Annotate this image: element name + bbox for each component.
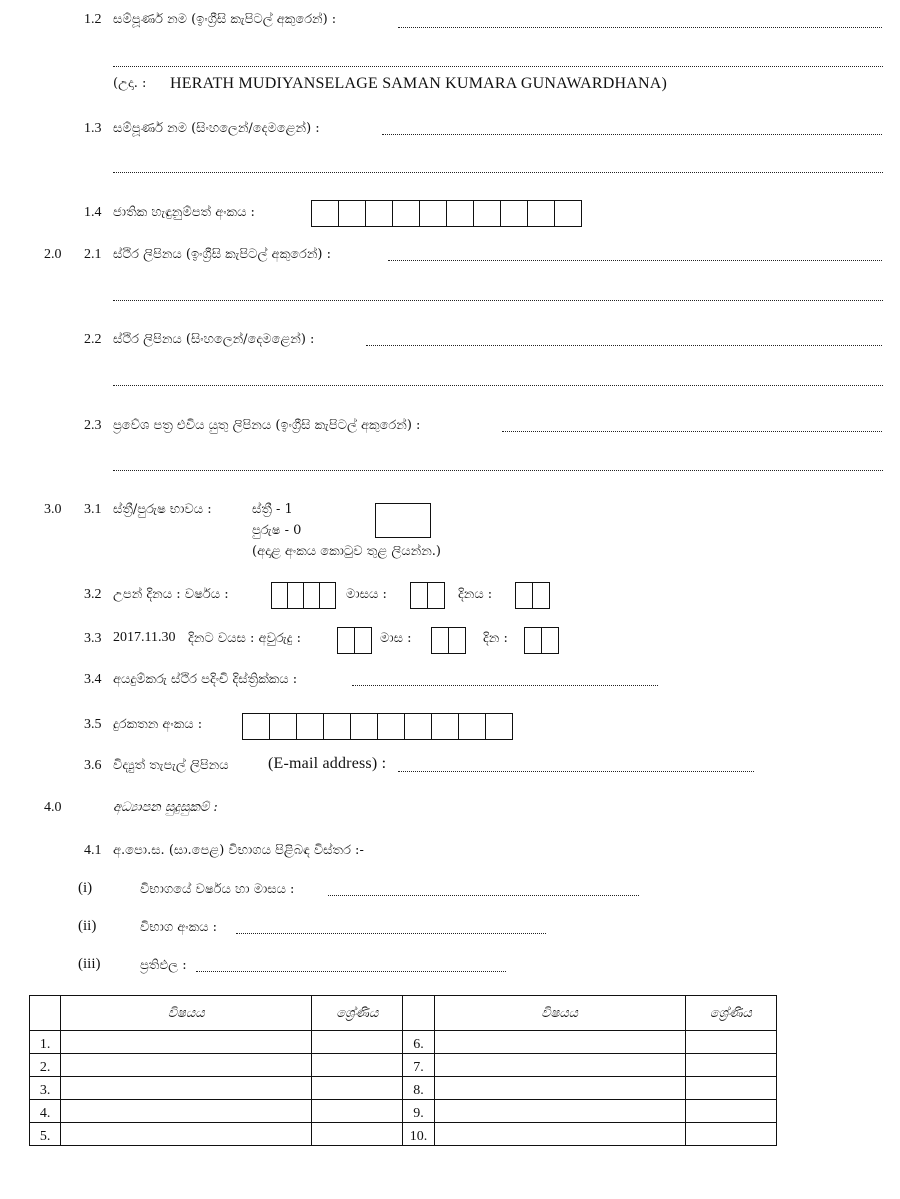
row-index: 9. — [403, 1100, 434, 1123]
grade-cell[interactable] — [685, 1031, 776, 1054]
row-index: 8. — [403, 1077, 434, 1100]
subject-cell[interactable] — [434, 1054, 685, 1077]
nic-box[interactable] — [528, 200, 555, 227]
grade-cell[interactable] — [312, 1031, 403, 1054]
age-months-boxes[interactable] — [431, 627, 466, 654]
grade-cell[interactable] — [685, 1077, 776, 1100]
exam-year-month-line[interactable] — [328, 895, 639, 896]
q3-1-label: ස්ත්‍රී/පුරුෂ භාවය : — [113, 502, 212, 517]
age-years-boxes[interactable] — [337, 627, 372, 654]
header-subject-right: විෂයය — [434, 996, 685, 1031]
birth-month-box[interactable] — [428, 582, 445, 609]
section-4-number: 4.0 — [44, 800, 62, 815]
nic-box[interactable] — [447, 200, 474, 227]
nic-box[interactable] — [501, 200, 528, 227]
birth-year-box[interactable] — [320, 582, 336, 609]
telephone-box[interactable] — [297, 713, 324, 740]
q3-3-label: දිනට වයස : අවුරුදු : — [188, 631, 302, 646]
nic-box[interactable] — [555, 200, 582, 227]
row-index: 10. — [403, 1123, 434, 1146]
admission-address-line-2[interactable] — [113, 470, 883, 471]
q2-1-number: 2.1 — [84, 247, 102, 262]
email-line[interactable] — [398, 771, 754, 772]
nic-box[interactable] — [366, 200, 393, 227]
age-years-box[interactable] — [338, 627, 355, 654]
age-days-box[interactable] — [525, 627, 542, 654]
birth-month-boxes[interactable] — [410, 582, 445, 609]
sub-ii-label: විභාග අංකය : — [140, 920, 218, 935]
telephone-box[interactable] — [378, 713, 405, 740]
grade-cell[interactable] — [685, 1123, 776, 1146]
full-name-english-line-1[interactable] — [398, 27, 882, 28]
section-4-title: අධ්‍යාපන සුදුසුකම් : — [113, 800, 218, 815]
q3-5-number: 3.5 — [84, 717, 102, 732]
q3-4-number: 3.4 — [84, 672, 102, 687]
birth-year-box[interactable] — [304, 582, 320, 609]
table-row — [30, 1123, 777, 1146]
permanent-address-english-line-1[interactable] — [388, 260, 882, 261]
header-grade-right: ශ්‍රේණිය — [685, 996, 776, 1031]
q3-6-label-english: (E-mail address) : — [268, 755, 387, 772]
nic-number-boxes[interactable] — [311, 200, 582, 227]
header-index-right — [403, 996, 434, 1031]
nic-box[interactable] — [420, 200, 447, 227]
age-reference-date: 2017.11.30 — [113, 630, 176, 645]
subject-cell[interactable] — [61, 1123, 312, 1146]
full-name-sinhala-line-1[interactable] — [382, 134, 882, 135]
q4-1-label: අ.පො.ස. (සා.පෙළ) විභාගය පිළිබඳ විස්තර :- — [113, 843, 364, 858]
q2-2-label: ස්ථිර ලිපිනය (සිංහලෙන්/දෙමළෙන්) : — [113, 332, 315, 347]
birth-month-box[interactable] — [411, 582, 428, 609]
grade-cell[interactable] — [312, 1100, 403, 1123]
grade-cell[interactable] — [685, 1054, 776, 1077]
age-months-box[interactable] — [432, 627, 449, 654]
q2-3-number: 2.3 — [84, 418, 102, 433]
header-grade-left: ශ්‍රේණිය — [312, 996, 403, 1031]
gender-input-box[interactable] — [375, 503, 431, 538]
telephone-number-boxes[interactable] — [242, 713, 513, 740]
gender-option-female: ස්ත්‍රී - 1 — [252, 502, 293, 517]
q3-3-number: 3.3 — [84, 631, 102, 646]
table-row — [30, 1100, 777, 1123]
exam-index-line[interactable] — [236, 933, 546, 934]
q3-6-number: 3.6 — [84, 758, 102, 773]
section-2-number: 2.0 — [44, 247, 62, 262]
q2-2-number: 2.2 — [84, 332, 102, 347]
q1-2-number: 1.2 — [84, 12, 102, 27]
example-prefix: (උදා. : — [113, 76, 147, 91]
full-name-english-line-2[interactable] — [113, 66, 883, 67]
q4-1-number: 4.1 — [84, 843, 102, 858]
q3-1-number: 3.1 — [84, 502, 102, 517]
telephone-box[interactable] — [459, 713, 486, 740]
nic-box[interactable] — [312, 200, 339, 227]
birth-year-boxes[interactable] — [271, 582, 336, 609]
admission-address-line-1[interactable] — [502, 431, 882, 432]
telephone-box[interactable] — [243, 713, 270, 740]
grade-cell[interactable] — [312, 1054, 403, 1077]
q3-4-label: අයදුම්කරු ස්ථිර පදිංචි දිස්ත්‍රික්කය : — [113, 672, 298, 687]
grade-cell[interactable] — [312, 1123, 403, 1146]
birth-day-boxes[interactable] — [515, 582, 550, 609]
table-row — [30, 1054, 777, 1077]
telephone-box[interactable] — [351, 713, 378, 740]
subject-cell[interactable] — [434, 1100, 685, 1123]
section-3-number: 3.0 — [44, 502, 62, 517]
header-index-left — [30, 996, 61, 1031]
telephone-box[interactable] — [432, 713, 459, 740]
row-index: 3. — [30, 1077, 61, 1100]
sub-i-label: විභාගයේ වර්ෂය හා මාසය : — [140, 882, 295, 897]
row-index: 1. — [30, 1031, 61, 1054]
age-days-box[interactable] — [542, 627, 559, 654]
q1-2-label: සම්පූර්ණ නම (ඉංග්‍රීසි කැපිටල් අකුරෙන්) : — [113, 12, 337, 27]
nic-box[interactable] — [339, 200, 366, 227]
q2-3-label: ප්‍රවේශ පත්‍ර එවිය යුතු ලිපිනය (ඉංග්‍රීසි කැපිටල් අකුරෙන්) : — [113, 418, 421, 433]
gender-note: (අදාළ අංකය කොටුව තුළ ලියන්න.) — [252, 544, 441, 559]
subject-cell[interactable] — [61, 1100, 312, 1123]
permanent-address-sinhala-line-1[interactable] — [366, 345, 882, 346]
telephone-box[interactable] — [486, 713, 513, 740]
q3-5-label: දුරකතන අංකය : — [113, 717, 203, 732]
permanent-address-english-line-2[interactable] — [113, 300, 883, 301]
telephone-box[interactable] — [405, 713, 432, 740]
birth-month-label: මාසය : — [346, 587, 387, 602]
row-index: 4. — [30, 1100, 61, 1123]
telephone-box[interactable] — [324, 713, 351, 740]
age-months-box[interactable] — [449, 627, 466, 654]
age-days-boxes[interactable] — [524, 627, 559, 654]
table-row — [30, 1077, 777, 1100]
results-line[interactable] — [196, 971, 506, 972]
grade-cell[interactable] — [685, 1100, 776, 1123]
subject-cell[interactable] — [61, 1077, 312, 1100]
subject-cell[interactable] — [434, 1123, 685, 1146]
header-subject-left: විෂයය — [61, 996, 312, 1031]
sub-i-number: (i) — [78, 880, 93, 896]
q3-2-label: උපන් දිනය : වර්ෂය : — [113, 587, 229, 602]
row-index: 7. — [403, 1054, 434, 1077]
results-table-header — [30, 996, 777, 1031]
nic-box[interactable] — [474, 200, 501, 227]
q2-1-label: ස්ථිර ලිපිනය (ඉංග්‍රීසි කැපිටල් අකුරෙන්) : — [113, 247, 331, 262]
row-index: 6. — [403, 1031, 434, 1054]
sub-iii-label: ප්‍රතිඵල : — [140, 958, 187, 973]
birth-year-box[interactable] — [272, 582, 288, 609]
birth-day-box[interactable] — [533, 582, 550, 609]
district-line[interactable] — [352, 685, 658, 686]
sub-ii-number: (ii) — [78, 918, 97, 934]
table-row — [30, 1031, 777, 1054]
q1-3-label: සම්පූර්ණ නම (සිංහලෙන්/දෙමළෙන්) : — [113, 121, 320, 136]
row-index: 5. — [30, 1123, 61, 1146]
age-months-label: මාස : — [380, 631, 412, 646]
subject-cell[interactable] — [61, 1031, 312, 1054]
birth-day-box[interactable] — [516, 582, 533, 609]
birth-year-box[interactable] — [288, 582, 304, 609]
q1-4-number: 1.4 — [84, 205, 102, 220]
q3-2-number: 3.2 — [84, 587, 102, 602]
q3-6-label: විද්‍යුත් තැපැල් ලිපිනය — [113, 758, 229, 773]
sub-iii-number: (iii) — [78, 956, 101, 972]
example-name: HERATH MUDIYANSELAGE SAMAN KUMARA GUNAWARDHANA) — [170, 75, 668, 92]
full-name-sinhala-line-2[interactable] — [113, 172, 883, 173]
age-years-box[interactable] — [355, 627, 372, 654]
gender-option-male: පුරුෂ - 0 — [252, 523, 302, 538]
subject-cell[interactable] — [434, 1031, 685, 1054]
subject-cell[interactable] — [61, 1054, 312, 1077]
birth-day-label: දිනය : — [458, 587, 493, 602]
permanent-address-sinhala-line-2[interactable] — [113, 385, 883, 386]
nic-box[interactable] — [393, 200, 420, 227]
grade-cell[interactable] — [312, 1077, 403, 1100]
subject-cell[interactable] — [434, 1077, 685, 1100]
q1-4-label: ජාතික හැඳුනුම්පත් අංකය : — [113, 205, 255, 220]
row-index: 2. — [30, 1054, 61, 1077]
results-table — [29, 995, 777, 1146]
age-days-label: දින : — [483, 631, 508, 646]
q1-3-number: 1.3 — [84, 121, 102, 136]
telephone-box[interactable] — [270, 713, 297, 740]
